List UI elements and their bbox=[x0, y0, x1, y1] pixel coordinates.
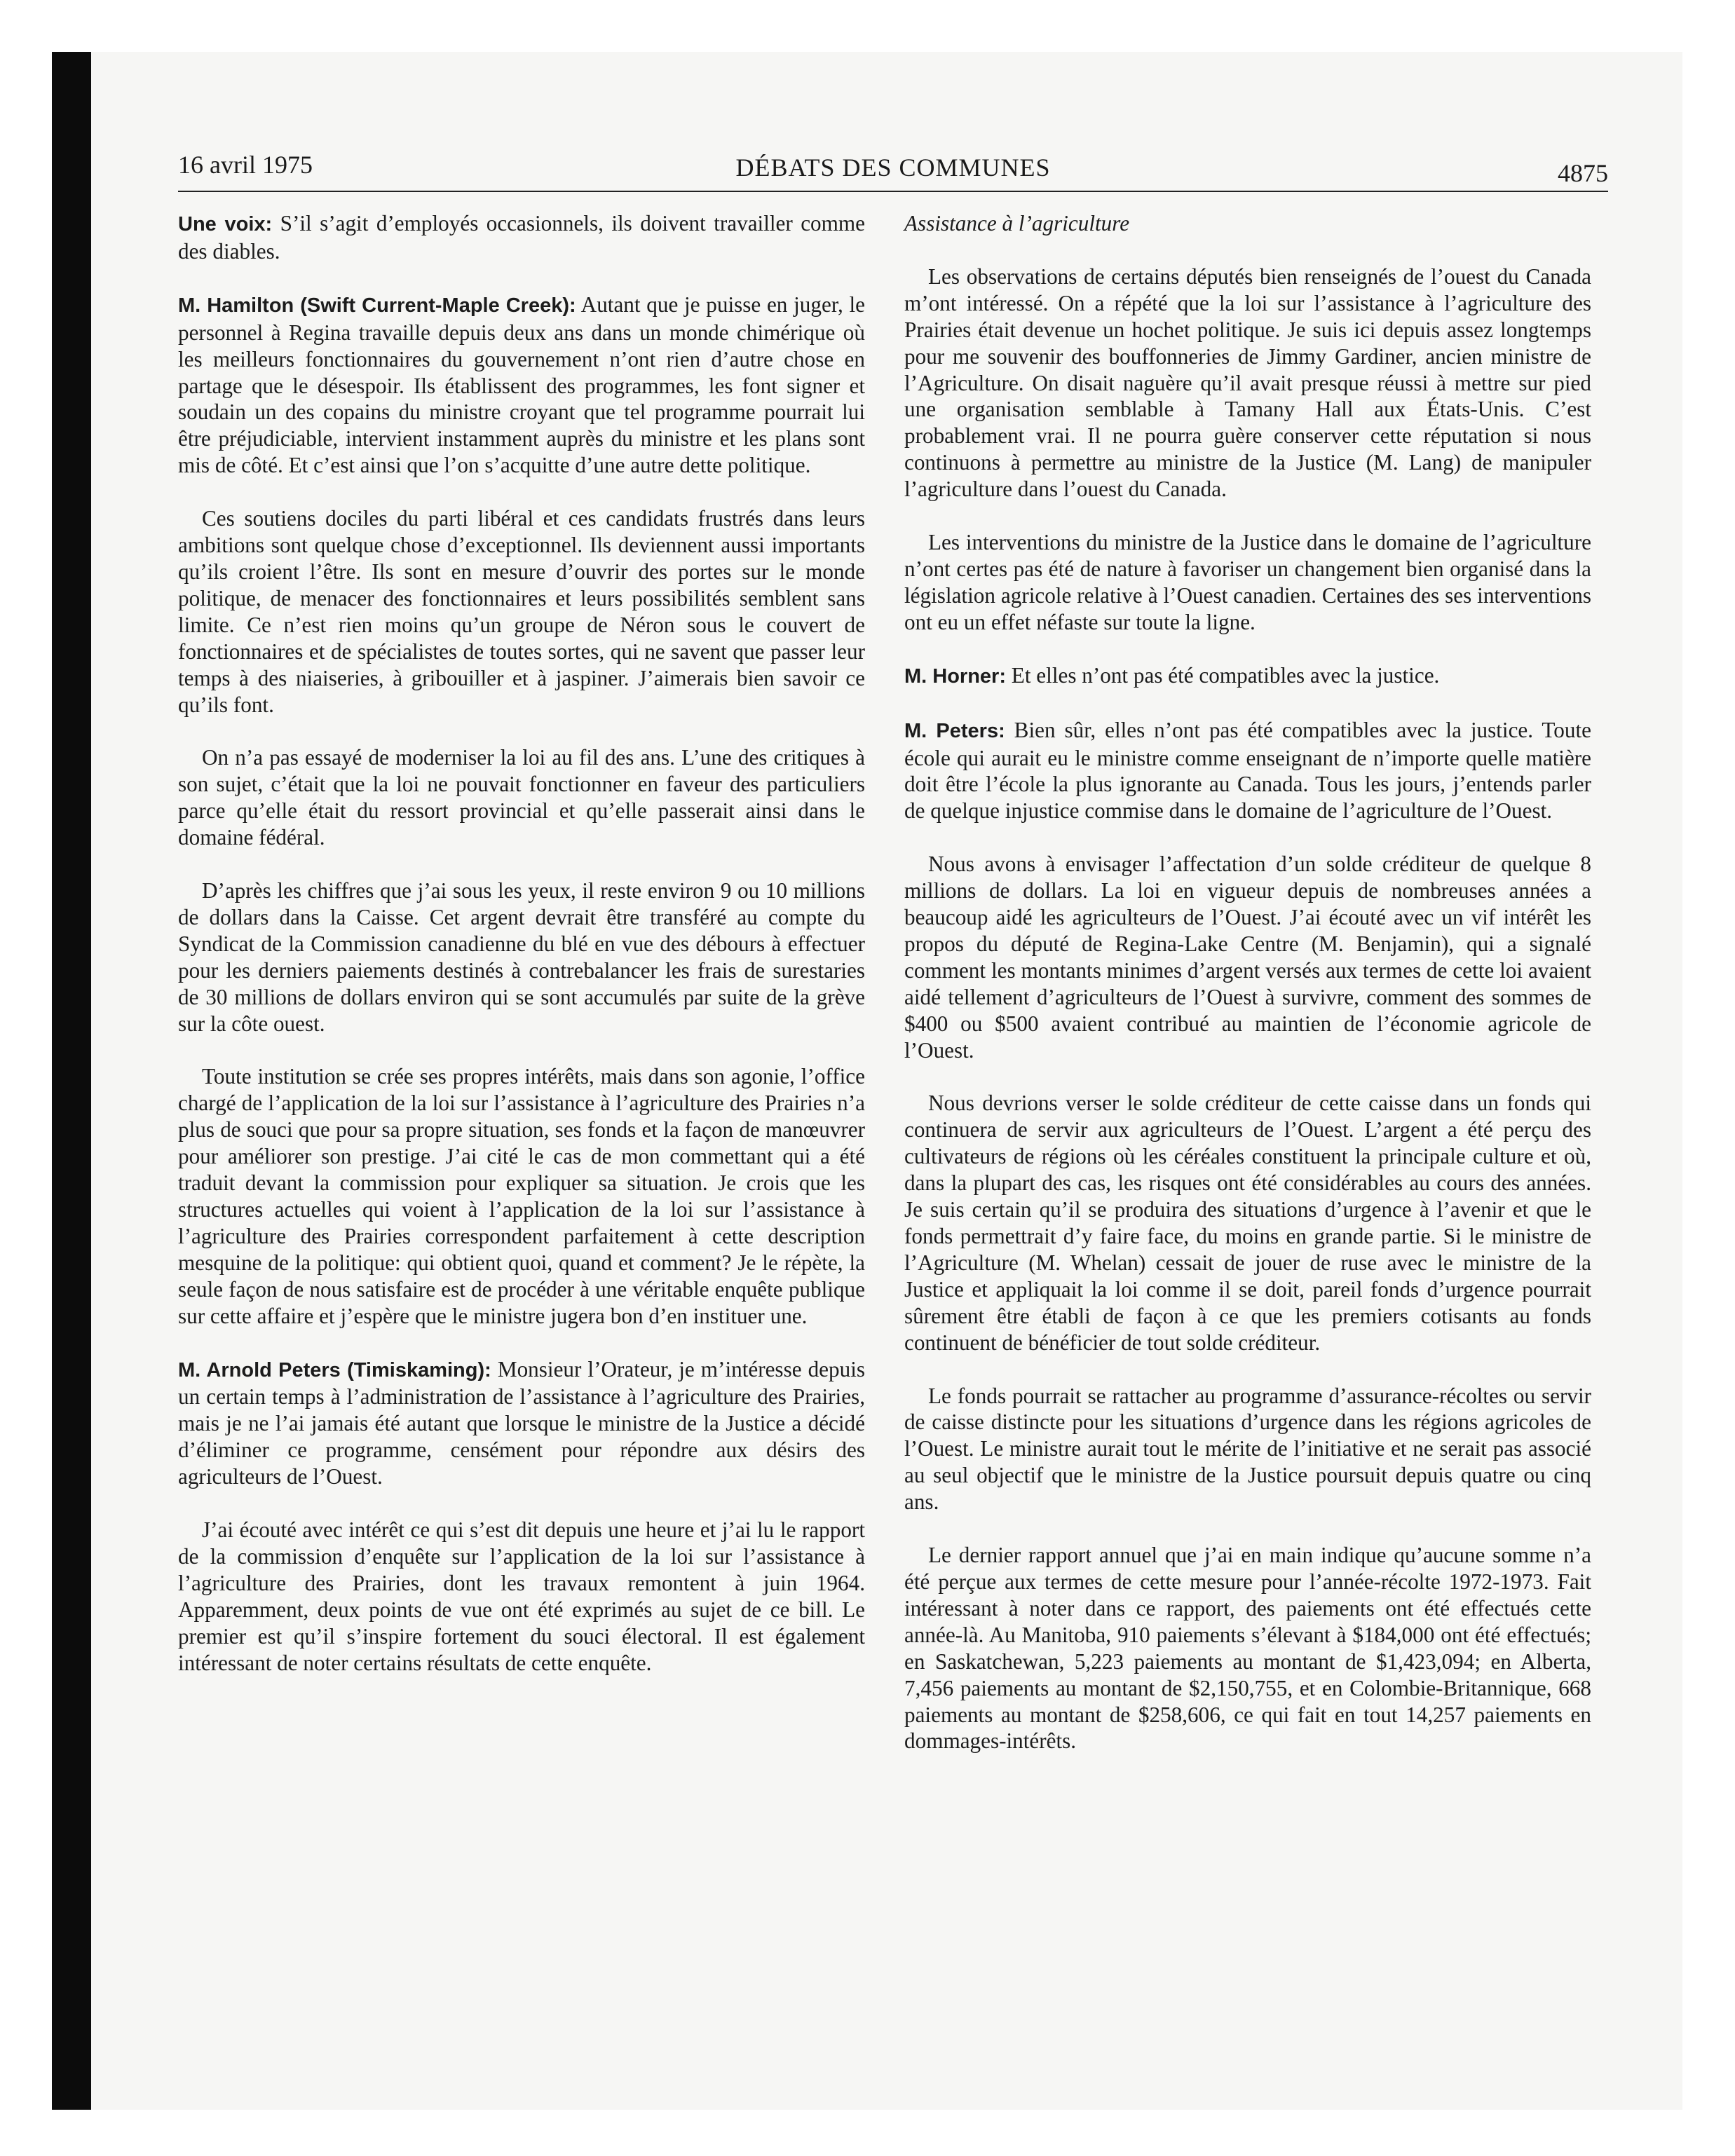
speaker-name: M. Arnold Peters (Timiskaming): bbox=[178, 1358, 491, 1381]
paragraph bbox=[178, 1063, 865, 1329]
paragraph-text: Et elles n’ont pas été compatibles avec la justice. bbox=[1011, 662, 1440, 688]
paragraph bbox=[178, 878, 865, 1037]
paragraph bbox=[178, 744, 865, 851]
paragraph bbox=[904, 264, 1591, 503]
scan-binding-edge bbox=[52, 52, 91, 2110]
right-column bbox=[904, 210, 1591, 1781]
paragraph-text: Ces soutiens dociles du parti libéral et ces candidats frustrés dans leurs ambitions sont quelque chose d’exceptionnel. Ils deviennent aussi importants qu’ils croient l’être. Ils sont en mesure d’ouvrir des portes sur le monde politique, de menacer des fonctionnaires et leurs possibilités semblent sans limite. Ce n’est rien moins qu’un groupe de Néron sous le couvert de fonctionnaires et de spécialistes de toutes sortes, qui ne savent que passer leur temps à des niaiseries, à gribouiller et à jaspiner. J’aimerais bien savoir ce qu’ils font. bbox=[178, 506, 865, 717]
paragraph bbox=[904, 1090, 1591, 1356]
paragraph bbox=[904, 1383, 1591, 1516]
paragraph-text: Le dernier rapport annuel que j’ai en main indique qu’aucune somme n’a été perçue aux termes de cette mesure pour l’année-récolte 1972-1973. Fait intéressant à noter dans ce rapport, des paiements ont été effectués cette année-là. Au Manitoba, 910 paiements s’élevant à $184,000 ont été effectués; en Saskatchewan, 5,223 paiements au montant de $1,423,094; en Alberta, 7,456 paiements au montant de $2,150,755, et en Colombie-Britannique, 668 paiements au montant de $258,606, ce qui fait en tout 14,257 paiements en dommages-intérêts. bbox=[904, 1543, 1591, 1754]
page-header bbox=[178, 149, 1608, 192]
paragraph-text: Toute institution se crée ses propres intérêts, mais dans son agonie, l’office chargé de l’application de la loi sur l’assistance à l’agriculture des Prairies n’a plus de souci que pour sa propre situation, ses fonds et la façon de manœuvrer pour améliorer son prestige. J’ai cité le cas de mon commettant qui a été traduit devant la commission pour expliquer sa situation. Je crois que les structures actuelles qui voient à l’application de la loi sur l’assistance à l’agriculture des Prairies correspondent parfaitement à cette description mesquine de la politique: qui obtient quoi, quand et comment? Je le répète, la seule façon de nous satisfaire est de procéder à une véritable enquête publique sur cette affaire et j’espère que le ministre jugera bon d’en instituer une. bbox=[178, 1064, 865, 1328]
paragraph bbox=[178, 210, 865, 265]
paragraph bbox=[904, 662, 1591, 690]
paragraph bbox=[904, 1542, 1591, 1754]
paragraph bbox=[178, 1356, 865, 1491]
speaker-name: M. Peters: bbox=[904, 719, 1005, 742]
paragraph-text: Nous avons à envisager l’affectation d’un solde créditeur de quelque 8 millions de dollars. La loi en vigueur depuis de nombreuses années a beaucoup aidé les agriculteurs de l’Ouest. J’ai écouté avec un vif intérêt les propos du député de Regina-Lake Centre (M. Benjamin), qui a signalé comment les montants minimes d’argent versés aux termes de cette loi avaient aidé tellement d’agriculteurs de l’Ouest à survivre, comment des sommes de $400 ou $500 avaient contribué au maintien de l’économie agricole de l’Ouest. bbox=[904, 852, 1591, 1063]
header-page-number: 4875 bbox=[1558, 159, 1608, 187]
paragraph bbox=[178, 292, 865, 479]
paragraph-text: J’ai écouté avec intérêt ce qui s’est dit depuis une heure et j’ai lu le rapport de la commission d’enquête sur l’application de la loi sur l’assistance à l’agriculture des Prairies, dont les travaux remontent à juin 1964. Apparemment, deux points de vue ont été exprimés au sujet de ce bill. Le premier est qu’il s’inspire fortement du souci électoral. Il est également intéressant de noter certains résultats de cette enquête. bbox=[178, 1517, 865, 1675]
paragraph-text: On n’a pas essayé de moderniser la loi au fil des ans. L’une des critiques à son sujet, c’était que la loi ne pouvait fonctionner en faveur des particuliers parce qu’elle était du ressort provincial et qu’elle passerait ainsi dans le domaine fédéral. bbox=[178, 745, 865, 850]
speaker-name: M. Horner: bbox=[904, 664, 1006, 688]
paragraph bbox=[178, 505, 865, 718]
header-date: 16 avril 1975 bbox=[178, 151, 313, 179]
paragraph-text: Le fonds pourrait se rattacher au programme d’assurance-récoltes ou servir de caisse distincte pour les situations d’urgence dans les régions agricoles de l’Ouest. Le ministre aurait tout le mérite de l’initiative et ne serait pas associé au seul objectif que le ministre de la Justice poursuit depuis quatre ou cinq ans. bbox=[904, 1383, 1591, 1515]
paragraph bbox=[178, 1517, 865, 1676]
speaker-name: Une voix: bbox=[178, 213, 273, 236]
paragraph-text: Nous devrions verser le solde créditeur de cette caisse dans un fonds qui continuera de servir aux agriculteurs de l’Ouest. L’argent a été perçu des cultivateurs de régions où les céréales constituent la principale culture et où, dans la plupart des cas, les risques ont été considérables au cours des années. Je suis certain qu’il se produira des situations d’urgence à l’avenir et que le fonds permettrait d’y faire face, du moins en grande partie. Si le ministre de l’Agriculture (M. Whelan) cessait de jouer de ruse avec le ministre de la Justice et appliquait la loi comme il se doit, pareil fonds d’urgence pourrait sûrement être établi de façon à ce que les premiers cotisants au fonds continuent de bénéficier de tout solde créditeur. bbox=[904, 1091, 1591, 1355]
paragraph-text: Bien sûr, elles n’ont pas été compatibles avec la justice. Toute école qui aurait eu le ministre comme enseignant de n’importe quelle matière doit être l’école la plus ignorante au Canada. Tous les jours, j’entends parler de quelque injustice commise dans le domaine de l’agriculture de l’Ouest. bbox=[904, 717, 1591, 824]
section-heading: Assistance à l’agriculture bbox=[904, 211, 1130, 236]
paragraph bbox=[904, 717, 1591, 825]
paragraph bbox=[904, 529, 1591, 636]
paragraph-text: Monsieur l’Orateur, je m’intéresse depuis un certain temps à l’administration de l’assistance à l’agriculture des Prairies, mais je ne l’ai jamais été autant que lorsque le ministre de la Justice a décidé d’éliminer ce programme, censément pour répondre aux désirs des agriculteurs de l’Ouest. bbox=[178, 1356, 865, 1489]
paragraph-text: Autant que je puisse en juger, le personnel à Regina travaille depuis deux ans dans un monde chimérique où les meilleurs fonctionnaires du gouvernement n’ont rien d’autre chose en partage que le désespoir. Ils établissent des programmes, les font signer et soudain un des copains du ministre croyant que tel programme pourrait lui être préjudiciable, intervient instamment auprès du ministre et les plans sont mis de côté. Et c’est ainsi que l’on s’acquitte d’une autre dette politique. bbox=[178, 292, 865, 478]
header-title: DÉBATS DES COMMUNES bbox=[735, 153, 1051, 182]
left-column bbox=[178, 210, 865, 1703]
paragraph-text: S’il s’agit d’employés occasionnels, ils doivent travailler comme des diables. bbox=[178, 211, 865, 264]
paragraph-text: Les interventions du ministre de la Justice dans le domaine de l’agriculture n’ont certes pas été de nature à favoriser un changement bien organisé dans la législation agricole relative à l’Ouest canadien. Certaines des ses interventions ont eu un effet néfaste sur toute la ligne. bbox=[904, 530, 1591, 634]
paragraph-text: Les observations de certains députés bien renseignés de l’ouest du Canada m’ont intéressé. On a répété que la loi sur l’assistance à l’agriculture des Prairies était devenue un hochet politique. Je suis ici depuis assez longtemps pour me souvenir des bouffonneries de Jimmy Gardiner, ancien ministre de l’Agriculture. On disait naguère qu’il avait presque réussi à mettre sur pied une organisation semblable à Tamany Hall aux États-Unis. C’est probablement vrai. Il ne pourra guère conserver cette réputation si nous continuons à permettre au ministre de la Justice (M. Lang) de manipuler l’agriculture dans l’ouest du Canada. bbox=[904, 264, 1591, 502]
paragraph-text: D’après les chiffres que j’ai sous les yeux, il reste environ 9 ou 10 millions de dollars dans la Caisse. Cet argent devrait être transféré au compte du Syndicat de la Commission canadienne du blé en vue des débours à effectuer pour les derniers paiements destinés à contrebalancer les frais de surestaries de 30 millions de dollars environ qui se sont accumulés par suite de la grève sur la côte ouest. bbox=[178, 878, 865, 1036]
speaker-name: M. Hamilton (Swift Current-Maple Creek): bbox=[178, 294, 576, 317]
paragraph bbox=[904, 851, 1591, 1063]
